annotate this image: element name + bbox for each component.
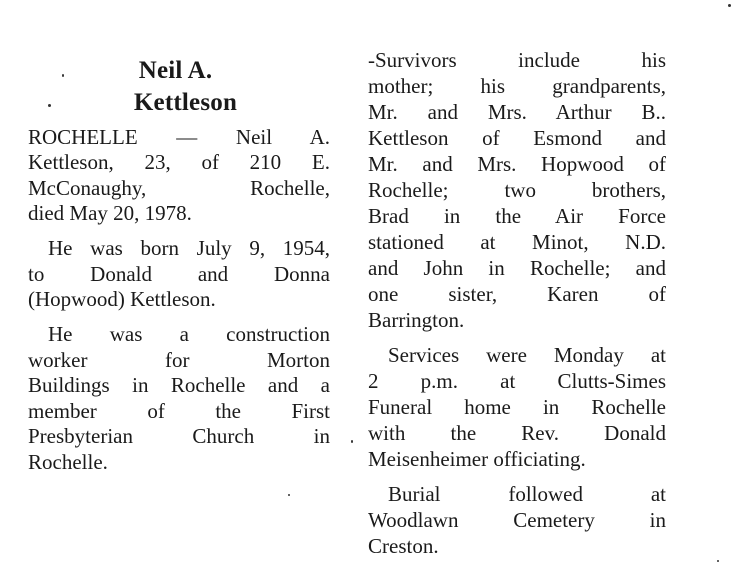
- body-line: Mr. and Mrs. Arthur B..: [368, 100, 666, 124]
- body-line: Creston.: [368, 534, 439, 558]
- scan-speck: [351, 440, 353, 443]
- scan-speck: [48, 104, 51, 107]
- headline-first-line: Neil A.: [138, 57, 213, 84]
- body-line: died May 20, 1978.: [28, 201, 192, 225]
- scan-speck: [62, 74, 64, 77]
- body-line: Mr. and Mrs. Hopwood of: [368, 152, 666, 176]
- body-line: worker for Morton: [28, 348, 330, 372]
- body-line: Rochelle; two brothers,: [368, 178, 666, 202]
- body-line: ROCHELLE — Neil A.: [28, 125, 330, 149]
- body-line: and John in Rochelle; and: [368, 256, 666, 280]
- body-line: 2 p.m. at Clutts-Simes: [368, 369, 666, 393]
- body-line: Buildings in Rochelle and a: [28, 373, 330, 397]
- body-line: Brad in the Air Force: [368, 204, 666, 228]
- body-line: Presbyterian Church in: [28, 424, 330, 448]
- headline-second-line: Kettleson: [133, 89, 238, 116]
- scan-speck: [717, 560, 719, 562]
- body-line: Services were Monday at: [388, 343, 666, 367]
- body-line: Woodlawn Cemetery in: [368, 508, 666, 532]
- body-line: Meisenheimer officiating.: [368, 447, 586, 471]
- body-line: member of the First: [28, 399, 330, 423]
- body-line: -Survivors include his: [368, 48, 666, 72]
- body-line: to Donald and Donna: [28, 262, 330, 286]
- body-line: Burial followed at: [388, 482, 666, 506]
- body-line: one sister, Karen of: [368, 282, 666, 306]
- body-line: stationed at Minot, N.D.: [368, 230, 666, 254]
- body-line: Kettleson, 23, of 210 E.: [28, 150, 330, 174]
- body-line: He was a construction: [48, 322, 330, 346]
- scan-speck: [288, 494, 290, 496]
- body-line: mother; his grandparents,: [368, 74, 666, 98]
- body-line: Kettleson of Esmond and: [368, 126, 666, 150]
- body-line: with the Rev. Donald: [368, 421, 666, 445]
- scan-speck: [728, 4, 731, 7]
- body-line: (Hopwood) Kettleson.: [28, 287, 216, 311]
- body-line: He was born July 9, 1954,: [48, 236, 330, 260]
- body-line: Barrington.: [368, 308, 465, 332]
- body-line: Funeral home in Rochelle: [368, 395, 666, 419]
- body-line: McConaughy, Rochelle,: [28, 176, 330, 200]
- body-line: Rochelle.: [28, 450, 108, 474]
